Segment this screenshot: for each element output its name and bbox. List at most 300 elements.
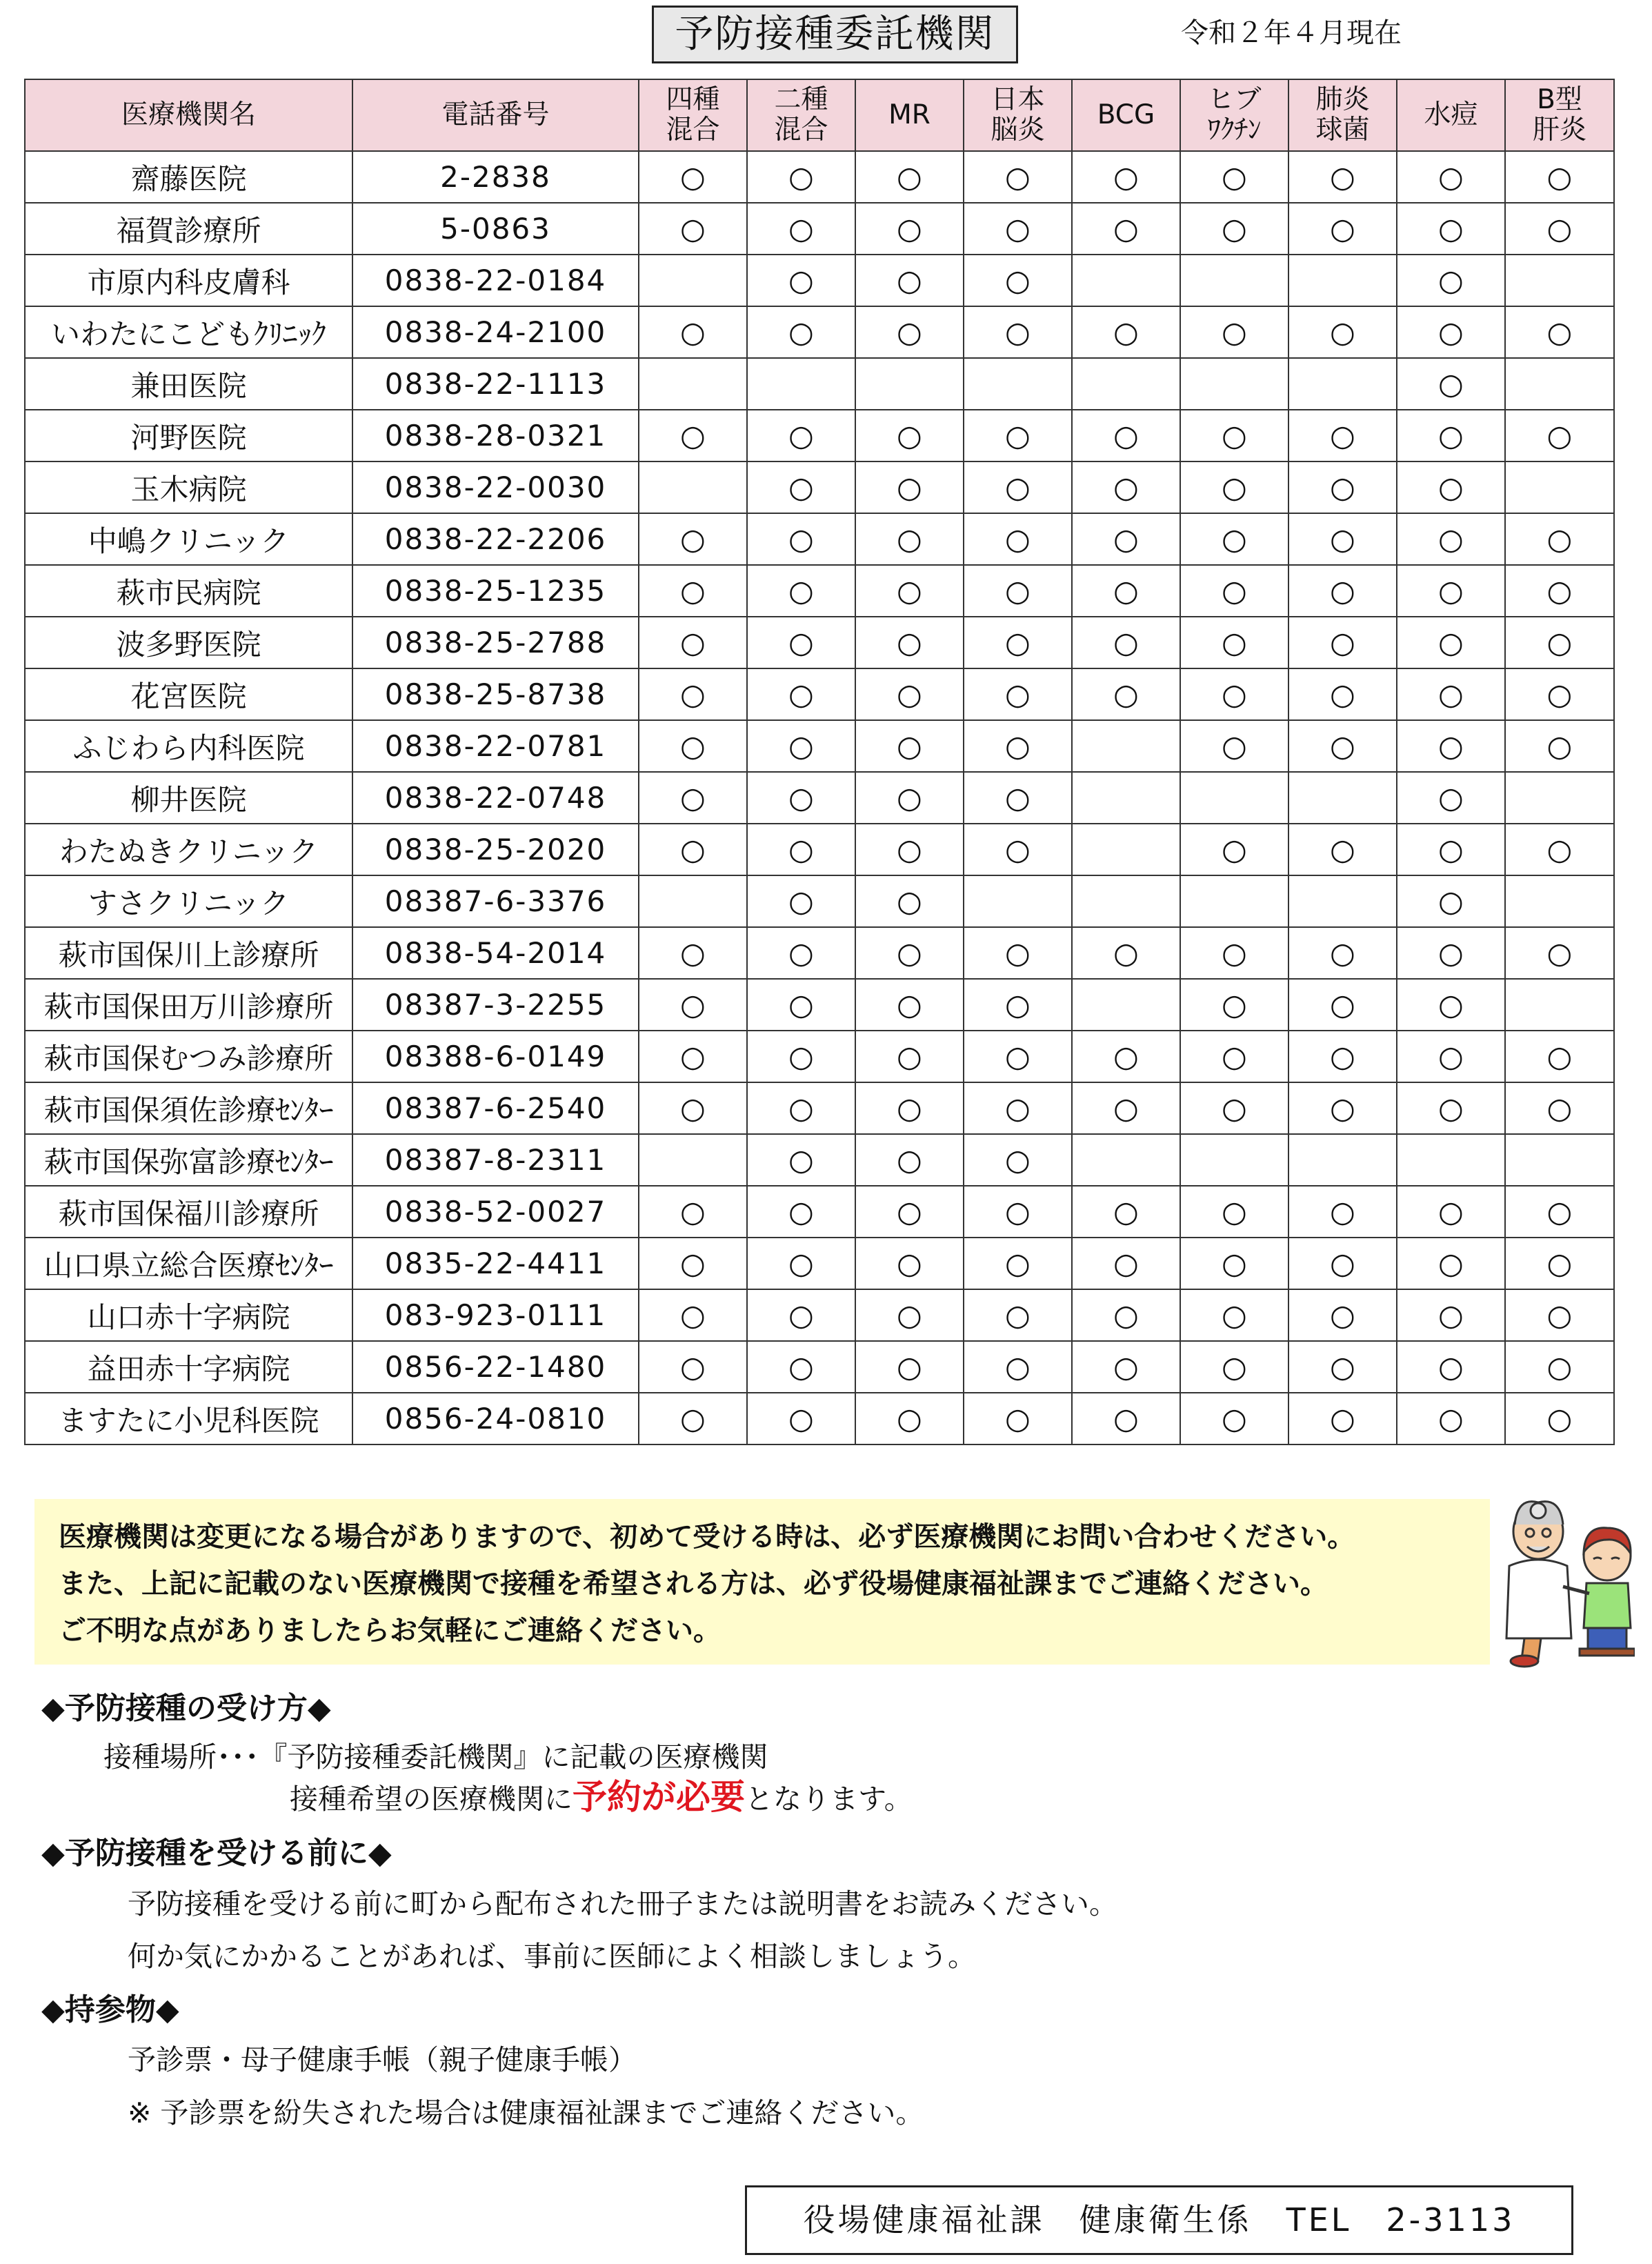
section-bring-heading: ◆持参物◆: [41, 1992, 179, 2027]
empty-cell: [639, 1134, 747, 1186]
table-row: [25, 255, 1614, 306]
clinic-name-text: 河野医院: [130, 420, 247, 455]
clinic-name-text: 萩市国保むつみ診療所: [43, 1041, 334, 1075]
table-row: [25, 668, 1614, 720]
availability-mark: ○: [1072, 306, 1180, 358]
availability-mark: ○: [1072, 151, 1180, 203]
clinic-name-text: 玉木病院: [130, 472, 247, 506]
table-row: [25, 824, 1614, 875]
table-row: [25, 1238, 1614, 1289]
clinic-name: [25, 772, 352, 824]
empty-cell: [639, 461, 747, 513]
table-row: [25, 927, 1614, 979]
empty-cell: [1072, 979, 1180, 1031]
availability-mark: ○: [747, 203, 855, 255]
availability-mark: ○: [1072, 461, 1180, 513]
clinic-name: [25, 410, 352, 461]
availability-mark: ○: [1505, 565, 1614, 617]
availability-mark: ○: [964, 927, 1072, 979]
availability-mark: ○: [1505, 720, 1614, 772]
empty-cell: [639, 358, 747, 410]
availability-mark: ○: [1288, 979, 1397, 1031]
availability-mark: ○: [639, 1186, 747, 1238]
empty-cell: [1180, 875, 1288, 927]
header-vaccine-label: 四種 混合: [666, 84, 720, 146]
clinic-name-text: ますたに小児科医院: [58, 1403, 319, 1438]
table-row: [25, 1289, 1614, 1341]
header-vaccine: [1288, 79, 1397, 151]
availability-mark: ○: [855, 1341, 964, 1393]
header-vaccine-label: B型 肝炎: [1532, 84, 1586, 146]
availability-mark: ○: [1288, 824, 1397, 875]
availability-mark: ○: [964, 410, 1072, 461]
clinic-name: [25, 979, 352, 1031]
availability-mark: ○: [1072, 668, 1180, 720]
empty-cell: [964, 358, 1072, 410]
clinic-phone: 5-0863: [352, 203, 639, 255]
clinic-phone: 0838-25-2020: [352, 824, 639, 875]
availability-mark: ○: [1505, 1031, 1614, 1082]
availability-mark: ○: [747, 617, 855, 668]
availability-mark: ○: [1397, 875, 1505, 927]
section-before-line-2: 何か気にかかることがあれば、事前に医師によく相談しましょう。: [128, 1940, 976, 1973]
availability-mark: ○: [1505, 151, 1614, 203]
availability-mark: ○: [639, 410, 747, 461]
empty-cell: [1505, 255, 1614, 306]
availability-mark: ○: [855, 1289, 964, 1341]
availability-mark: ○: [1180, 1393, 1288, 1444]
clinic-name-text: 萩市国保川上診療所: [58, 937, 319, 972]
empty-cell: [1505, 875, 1614, 927]
table-row: [25, 875, 1614, 927]
availability-mark: ○: [1505, 617, 1614, 668]
availability-mark: ○: [1397, 151, 1505, 203]
as-of-date: 令和２年４月現在: [1181, 17, 1402, 49]
availability-mark: ○: [855, 1393, 964, 1444]
notice-line-3: ご不明な点がありましたらお気軽にご連絡ください。: [59, 1615, 721, 1647]
empty-cell: [1288, 772, 1397, 824]
table-row: [25, 772, 1614, 824]
availability-mark: ○: [1180, 461, 1288, 513]
clinic-phone: 0838-24-2100: [352, 306, 639, 358]
availability-mark: ○: [1505, 513, 1614, 565]
availability-mark: ○: [964, 772, 1072, 824]
header-vaccine: [1072, 79, 1180, 151]
clinic-phone: 0838-52-0027: [352, 1186, 639, 1238]
clinic-name-text: 山口赤十字病院: [87, 1300, 290, 1334]
table-row: [25, 1393, 1614, 1444]
availability-mark: ○: [639, 668, 747, 720]
availability-mark: ○: [855, 410, 964, 461]
availability-mark: ○: [1397, 824, 1505, 875]
availability-mark: ○: [1288, 1186, 1397, 1238]
empty-cell: [1180, 772, 1288, 824]
availability-mark: ○: [1505, 1082, 1614, 1134]
clinic-phone: 0838-22-0748: [352, 772, 639, 824]
empty-cell: [1072, 772, 1180, 824]
reservation-required-emphasis: 予約が必要: [573, 1777, 745, 1817]
page-title: 予防接種委託機関: [652, 6, 1018, 63]
availability-mark: ○: [964, 1289, 1072, 1341]
empty-cell: [639, 255, 747, 306]
availability-mark: ○: [855, 979, 964, 1031]
clinic-name-text: 市原内科皮膚科: [87, 265, 290, 299]
section-how-heading: ◆予防接種の受け方◆: [41, 1691, 331, 1726]
availability-mark: ○: [1505, 410, 1614, 461]
availability-mark: ○: [1397, 513, 1505, 565]
availability-mark: ○: [639, 203, 747, 255]
availability-mark: ○: [964, 668, 1072, 720]
availability-mark: ○: [964, 461, 1072, 513]
availability-mark: ○: [747, 772, 855, 824]
availability-mark: ○: [1180, 1238, 1288, 1289]
clinic-name: [25, 358, 352, 410]
notice-box: [34, 1499, 1490, 1665]
empty-cell: [747, 358, 855, 410]
availability-mark: ○: [1180, 1082, 1288, 1134]
availability-mark: ○: [747, 927, 855, 979]
availability-mark: ○: [1288, 927, 1397, 979]
empty-cell: [1288, 255, 1397, 306]
availability-mark: ○: [1397, 1289, 1505, 1341]
availability-mark: ○: [1180, 410, 1288, 461]
availability-mark: ○: [1288, 151, 1397, 203]
clinic-phone: 08387-6-2540: [352, 1082, 639, 1134]
availability-mark: ○: [1288, 1341, 1397, 1393]
availability-mark: ○: [639, 565, 747, 617]
availability-mark: ○: [747, 461, 855, 513]
clinic-name-text: 中嶋クリニック: [88, 524, 290, 558]
availability-mark: ○: [1072, 410, 1180, 461]
availability-mark: ○: [1505, 1238, 1614, 1289]
table-row: [25, 1341, 1614, 1393]
availability-mark: ○: [1180, 1031, 1288, 1082]
empty-cell: [1505, 358, 1614, 410]
section-bring-line-2: ※ 予診票を紛失された場合は健康福祉課までご連絡ください。: [128, 2096, 924, 2129]
clinic-name: [25, 461, 352, 513]
availability-mark: ○: [1397, 979, 1505, 1031]
section-how-line-2-pre: 接種希望の医療機関に: [290, 1783, 573, 1816]
availability-mark: ○: [639, 927, 747, 979]
clinic-name: [25, 513, 352, 565]
clinic-name: [25, 1289, 352, 1341]
availability-mark: ○: [747, 1186, 855, 1238]
clinic-name-text: 兼田医院: [130, 368, 247, 403]
clinic-name: [25, 1031, 352, 1082]
availability-mark: ○: [639, 1238, 747, 1289]
clinic-name-text: 萩市国保田万川診療所: [43, 989, 334, 1024]
notice-line-1: 医療機関は変更になる場合がありますので、初めて受ける時は、必ず医療機関にお問い合わせください。: [59, 1521, 1355, 1553]
availability-mark: ○: [1397, 1393, 1505, 1444]
clinic-phone: 08388-6-0149: [352, 1031, 639, 1082]
empty-cell: [1180, 1134, 1288, 1186]
availability-mark: ○: [964, 1238, 1072, 1289]
empty-cell: [1288, 1134, 1397, 1186]
availability-mark: ○: [1072, 1082, 1180, 1134]
availability-mark: ○: [855, 203, 964, 255]
availability-mark: ○: [1180, 151, 1288, 203]
availability-mark: ○: [1180, 513, 1288, 565]
availability-mark: ○: [747, 1289, 855, 1341]
availability-mark: ○: [639, 513, 747, 565]
clinic-phone: 08387-6-3376: [352, 875, 639, 927]
empty-cell: [1505, 772, 1614, 824]
availability-mark: ○: [1397, 565, 1505, 617]
header-vaccine: [855, 79, 964, 151]
availability-mark: ○: [639, 1289, 747, 1341]
availability-mark: ○: [1397, 668, 1505, 720]
table-row: [25, 306, 1614, 358]
availability-mark: ○: [639, 1341, 747, 1393]
notice-line-2: また、上記に記載のない医療機関で接種を希望される方は、必ず役場健康福祉課までご連絡ください。: [59, 1568, 1328, 1600]
clinic-name: [25, 927, 352, 979]
availability-mark: ○: [1180, 203, 1288, 255]
availability-mark: ○: [855, 617, 964, 668]
availability-mark: ○: [855, 255, 964, 306]
clinic-phone: 0838-22-0030: [352, 461, 639, 513]
header-vaccine: [1397, 79, 1505, 151]
clinic-name-text: 益田赤十字病院: [87, 1351, 290, 1386]
clinic-name: [25, 255, 352, 306]
availability-mark: ○: [1288, 513, 1397, 565]
clinic-name: [25, 1238, 352, 1289]
availability-mark: ○: [855, 513, 964, 565]
empty-cell: [1288, 875, 1397, 927]
availability-mark: ○: [1180, 720, 1288, 772]
section-how-line-2-post: となります。: [745, 1783, 913, 1816]
availability-mark: ○: [1288, 306, 1397, 358]
clinic-phone: 08387-3-2255: [352, 979, 639, 1031]
availability-mark: ○: [964, 1186, 1072, 1238]
availability-mark: ○: [1288, 203, 1397, 255]
availability-mark: ○: [1505, 1289, 1614, 1341]
header-vaccine-label: MR: [888, 99, 931, 130]
section-before-line-1: 予防接種を受ける前に町から配布された冊子または説明書をお読みください。: [128, 1887, 1117, 1920]
table-row: [25, 565, 1614, 617]
availability-mark: ○: [855, 824, 964, 875]
availability-mark: ○: [747, 1393, 855, 1444]
availability-mark: ○: [747, 668, 855, 720]
availability-mark: ○: [1288, 668, 1397, 720]
clinic-phone: 0835-22-4411: [352, 1238, 639, 1289]
availability-mark: ○: [639, 824, 747, 875]
availability-mark: ○: [1180, 979, 1288, 1031]
availability-mark: ○: [1072, 1186, 1180, 1238]
availability-mark: ○: [1072, 513, 1180, 565]
availability-mark: ○: [855, 461, 964, 513]
contact-footer: 役場健康福祉課 健康衛生係 TEL 2-3113: [745, 2185, 1573, 2255]
empty-cell: [1505, 979, 1614, 1031]
availability-mark: ○: [1072, 1238, 1180, 1289]
clinic-name-text: すさクリニック: [88, 886, 290, 920]
table-row: [25, 410, 1614, 461]
clinic-phone: 083-923-0111: [352, 1289, 639, 1341]
availability-mark: ○: [1288, 565, 1397, 617]
empty-cell: [1180, 358, 1288, 410]
availability-mark: ○: [1072, 203, 1180, 255]
availability-mark: ○: [964, 824, 1072, 875]
clinic-name: [25, 151, 352, 203]
availability-mark: ○: [1397, 927, 1505, 979]
clinic-name: [25, 1341, 352, 1393]
availability-mark: ○: [1397, 617, 1505, 668]
availability-mark: ○: [1072, 1289, 1180, 1341]
table-row: [25, 1082, 1614, 1134]
availability-mark: ○: [1288, 1082, 1397, 1134]
clinic-name: [25, 1134, 352, 1186]
table-row: [25, 461, 1614, 513]
table-row: [25, 513, 1614, 565]
clinic-name: [25, 668, 352, 720]
clinic-name: [25, 720, 352, 772]
header-vaccine-label: ヒブ ﾜｸﾁﾝ: [1207, 84, 1262, 146]
table-row: [25, 203, 1614, 255]
table-row: [25, 979, 1614, 1031]
empty-cell: [1072, 875, 1180, 927]
empty-cell: [1180, 255, 1288, 306]
availability-mark: ○: [855, 565, 964, 617]
clinic-name-text: 柳井医院: [130, 782, 247, 817]
availability-mark: ○: [964, 1031, 1072, 1082]
clinic-phone: 0838-22-0184: [352, 255, 639, 306]
availability-mark: ○: [747, 151, 855, 203]
availability-mark: ○: [639, 720, 747, 772]
availability-mark: ○: [747, 720, 855, 772]
availability-mark: ○: [964, 720, 1072, 772]
clinic-phone: 0838-28-0321: [352, 410, 639, 461]
clinic-name: [25, 565, 352, 617]
availability-mark: ○: [855, 720, 964, 772]
availability-mark: ○: [1397, 1186, 1505, 1238]
clinic-name-text: 福賀診療所: [116, 213, 261, 248]
availability-mark: ○: [747, 1082, 855, 1134]
availability-mark: ○: [1505, 306, 1614, 358]
availability-mark: ○: [1180, 617, 1288, 668]
availability-mark: ○: [1288, 1031, 1397, 1082]
availability-mark: ○: [639, 979, 747, 1031]
section-before-heading: ◆予防接種を受ける前に◆: [41, 1836, 392, 1871]
clinic-name: [25, 824, 352, 875]
availability-mark: ○: [639, 306, 747, 358]
availability-mark: ○: [1180, 1289, 1288, 1341]
availability-mark: ○: [1072, 1341, 1180, 1393]
availability-mark: ○: [1180, 565, 1288, 617]
availability-mark: ○: [747, 824, 855, 875]
availability-mark: ○: [1397, 461, 1505, 513]
availability-mark: ○: [1397, 1238, 1505, 1289]
clinic-name-text: 齋藤医院: [130, 161, 247, 196]
availability-mark: ○: [1288, 1393, 1397, 1444]
clinic-name: [25, 1082, 352, 1134]
availability-mark: ○: [1505, 824, 1614, 875]
table-row: [25, 358, 1614, 410]
availability-mark: ○: [964, 1134, 1072, 1186]
table-row: [25, 151, 1614, 203]
availability-mark: ○: [1288, 410, 1397, 461]
availability-mark: ○: [964, 1393, 1072, 1444]
header-vaccine: [1180, 79, 1288, 151]
availability-mark: ○: [1072, 1393, 1180, 1444]
availability-mark: ○: [855, 1031, 964, 1082]
availability-mark: ○: [1288, 1289, 1397, 1341]
clinic-phone: 08387-8-2311: [352, 1134, 639, 1186]
availability-mark: ○: [747, 255, 855, 306]
empty-cell: [855, 358, 964, 410]
availability-mark: ○: [855, 875, 964, 927]
table-row: [25, 617, 1614, 668]
availability-mark: ○: [1288, 720, 1397, 772]
availability-mark: ○: [639, 617, 747, 668]
availability-mark: ○: [1397, 410, 1505, 461]
availability-mark: ○: [1072, 927, 1180, 979]
availability-mark: ○: [964, 255, 1072, 306]
clinic-name: [25, 875, 352, 927]
availability-mark: ○: [1397, 720, 1505, 772]
table-header-row: [25, 79, 1614, 151]
availability-mark: ○: [1397, 1031, 1505, 1082]
empty-cell: [1072, 824, 1180, 875]
clinic-name-text: 萩市国保福川診療所: [58, 1196, 319, 1231]
availability-mark: ○: [964, 565, 1072, 617]
availability-mark: ○: [639, 1031, 747, 1082]
availability-mark: ○: [1397, 772, 1505, 824]
clinic-phone: 0856-22-1480: [352, 1341, 639, 1393]
availability-mark: ○: [1180, 824, 1288, 875]
clinic-name-text: わたぬきクリニック: [59, 834, 319, 868]
availability-mark: ○: [1180, 668, 1288, 720]
availability-mark: ○: [1180, 1186, 1288, 1238]
header-vaccine-label: 二種 混合: [774, 84, 828, 146]
clinic-name-text: ふじわら内科医院: [72, 731, 305, 765]
clinic-name-text: 萩市国保弥富診療ｾﾝﾀｰ: [43, 1144, 334, 1179]
availability-mark: ○: [639, 772, 747, 824]
empty-cell: [1072, 720, 1180, 772]
clinic-phone: 0838-25-1235: [352, 565, 639, 617]
empty-cell: [1072, 358, 1180, 410]
clinic-name: [25, 617, 352, 668]
availability-mark: ○: [964, 979, 1072, 1031]
availability-mark: ○: [747, 979, 855, 1031]
section-bring-line-1: 予診票・母子健康手帳（親子健康手帳）: [128, 2043, 637, 2076]
empty-cell: [1072, 255, 1180, 306]
clinic-name: [25, 203, 352, 255]
clinic-name-text: いわたにこどもｸﾘﾆｯｸ: [50, 317, 326, 351]
availability-mark: ○: [639, 1393, 747, 1444]
clinic-name: [25, 1393, 352, 1444]
clinic-name-text: 山口県立総合医療ｾﾝﾀｰ: [43, 1248, 334, 1282]
availability-mark: ○: [1397, 1341, 1505, 1393]
availability-mark: ○: [964, 513, 1072, 565]
availability-mark: ○: [747, 410, 855, 461]
clinic-name: [25, 1186, 352, 1238]
availability-mark: ○: [747, 1031, 855, 1082]
availability-mark: ○: [855, 151, 964, 203]
availability-mark: ○: [855, 927, 964, 979]
availability-mark: ○: [747, 565, 855, 617]
table-body: [25, 151, 1614, 1444]
availability-mark: ○: [1180, 927, 1288, 979]
clinic-phone: 0838-25-2788: [352, 617, 639, 668]
availability-mark: ○: [855, 306, 964, 358]
clinic-phone: 0838-22-0781: [352, 720, 639, 772]
availability-mark: ○: [1505, 1186, 1614, 1238]
availability-mark: ○: [1505, 1341, 1614, 1393]
header-name: 医療機関名: [25, 79, 352, 151]
header-vaccine: [747, 79, 855, 151]
availability-mark: ○: [1505, 203, 1614, 255]
clinic-name-text: 花宮医院: [130, 679, 247, 713]
availability-mark: ○: [1397, 203, 1505, 255]
